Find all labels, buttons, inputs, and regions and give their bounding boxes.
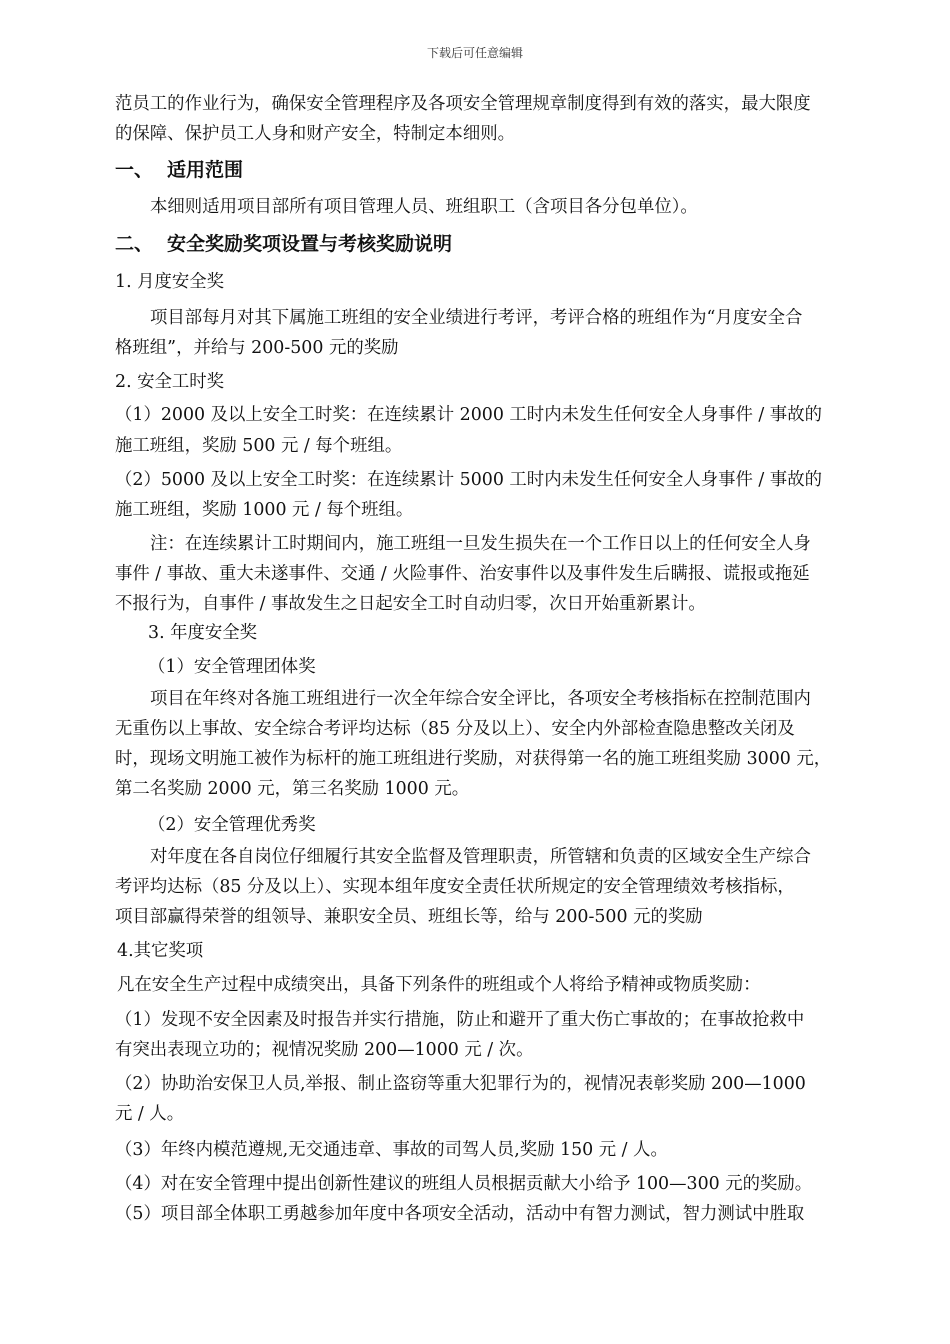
body-line: 考评均达标（85 分及以上）、实现本组年度安全责任状所规定的安全管理绩效考核指标， [115,877,795,897]
subsection-title: 4.其它奖项 [117,941,204,961]
subsection-title: （1）安全管理团体奖 [148,657,316,677]
body-line: 无重伤以上事故、安全综合考评均达标（85 分及以上）、安全内外部检查隐患整改关闭及 [115,719,795,739]
body-line: 项目部赢得荣誉的组领导、兼职安全员、班组长等，给与 200-500 元的奖励 [115,907,703,927]
subsection-title: 1. 月度安全奖 [115,272,225,292]
list-item: 有突出表现立功的；视情况奖励 200—1000 元 / 次。 [115,1040,534,1060]
list-item: （4）对在安全管理中提出创新性建议的班组人员根据贡献大小给予 100—300 元的奖励。 [115,1174,813,1194]
subsection-title: 2. 安全工时奖 [115,372,225,392]
list-item: （3）年终内模范遵规,无交通违章、事故的司驾人员,奖励 150 元 / 人。 [115,1140,668,1160]
body-line: 的保障、保护员工人身和财产安全，特制定本细则。 [115,124,515,144]
list-item: （1）发现不安全因素及时报告并实行措施，防止和避开了重大伤亡事故的；在事故抢救中 [115,1010,805,1030]
body-line: 施工班组，奖励 1000 元 / 每个班组。 [115,500,414,520]
body-line: 项目部每月对其下属施工班组的安全业绩进行考评，考评合格的班组作为“月度安全合 [150,308,803,328]
list-item: （5）项目部全体职工勇越参加年度中各项安全活动，活动中有智力测试，智力测试中胜取 [115,1204,805,1224]
list-item: （2）协助治安保卫人员,举报、制止盗窃等重大犯罪行为的，视情况表彰奖励 200—1000 [115,1074,806,1094]
section-number: 二、 [115,233,154,255]
body-line: 本细则适用项目部所有项目管理人员、班组职工（含项目各分包单位）。 [150,197,698,217]
body-line: 时，现场文明施工被作为标杆的施工班组进行奖励，对获得第一名的施工班组奖励 3000 元， [115,749,832,769]
body-line: 第二名奖励 2000 元，第三名奖励 1000 元。 [115,779,470,799]
section-title: 安全奖励奖项设置与考核奖励说明 [167,233,453,255]
body-line: 项目在年终对各施工班组进行一次全年综合安全评比，各项安全考核指标在控制范围内 [150,689,811,709]
list-item: 元 / 人。 [115,1104,185,1124]
section-heading-1 [115,159,243,181]
body-line: 凡在安全生产过程中成绩突出，具备下列条件的班组或个人将给予精神或物质奖励： [117,975,761,995]
body-line: （2）5000 及以上安全工时奖：在连续累计 5000 工时内未发生任何安全人身事件 / 事故的 [115,470,822,490]
note-line: 事件 / 事故、重大未遂事件、交通 / 火险事件、治安事件以及事件发生后瞒报、谎报或拖延 [115,564,810,584]
note-line: 不报行为，自事件 / 事故发生之日起安全工时自动归零，次日开始重新累计。 [115,594,706,614]
section-title: 适用范围 [167,159,244,181]
section-number: 一、 [115,159,154,181]
body-line: 对年度在各自岗位仔细履行其安全监督及管理职责，所管辖和负责的区域安全生产综合 [150,847,811,867]
page-header: 下载后可任意编辑 [426,46,523,60]
subsection-title: 3. 年度安全奖 [148,623,258,643]
body-line: 格班组”，并给与 200-500 元的奖励 [115,338,399,358]
body-line: 范员工的作业行为，确保安全管理程序及各项安全管理规章制度得到有效的落实，最大限度 [115,94,811,114]
section-heading-2 [115,233,452,255]
note-line: 注：在连续累计工时期间内，施工班组一旦发生损失在一个工作日以上的任何安全人身 [150,534,811,554]
subsection-title: （2）安全管理优秀奖 [148,815,316,835]
body-line: （1）2000 及以上安全工时奖：在连续累计 2000 工时内未发生任何安全人身事件 / 事故的 [115,405,822,425]
body-line: 施工班组，奖励 500 元 / 每个班组。 [115,436,403,456]
